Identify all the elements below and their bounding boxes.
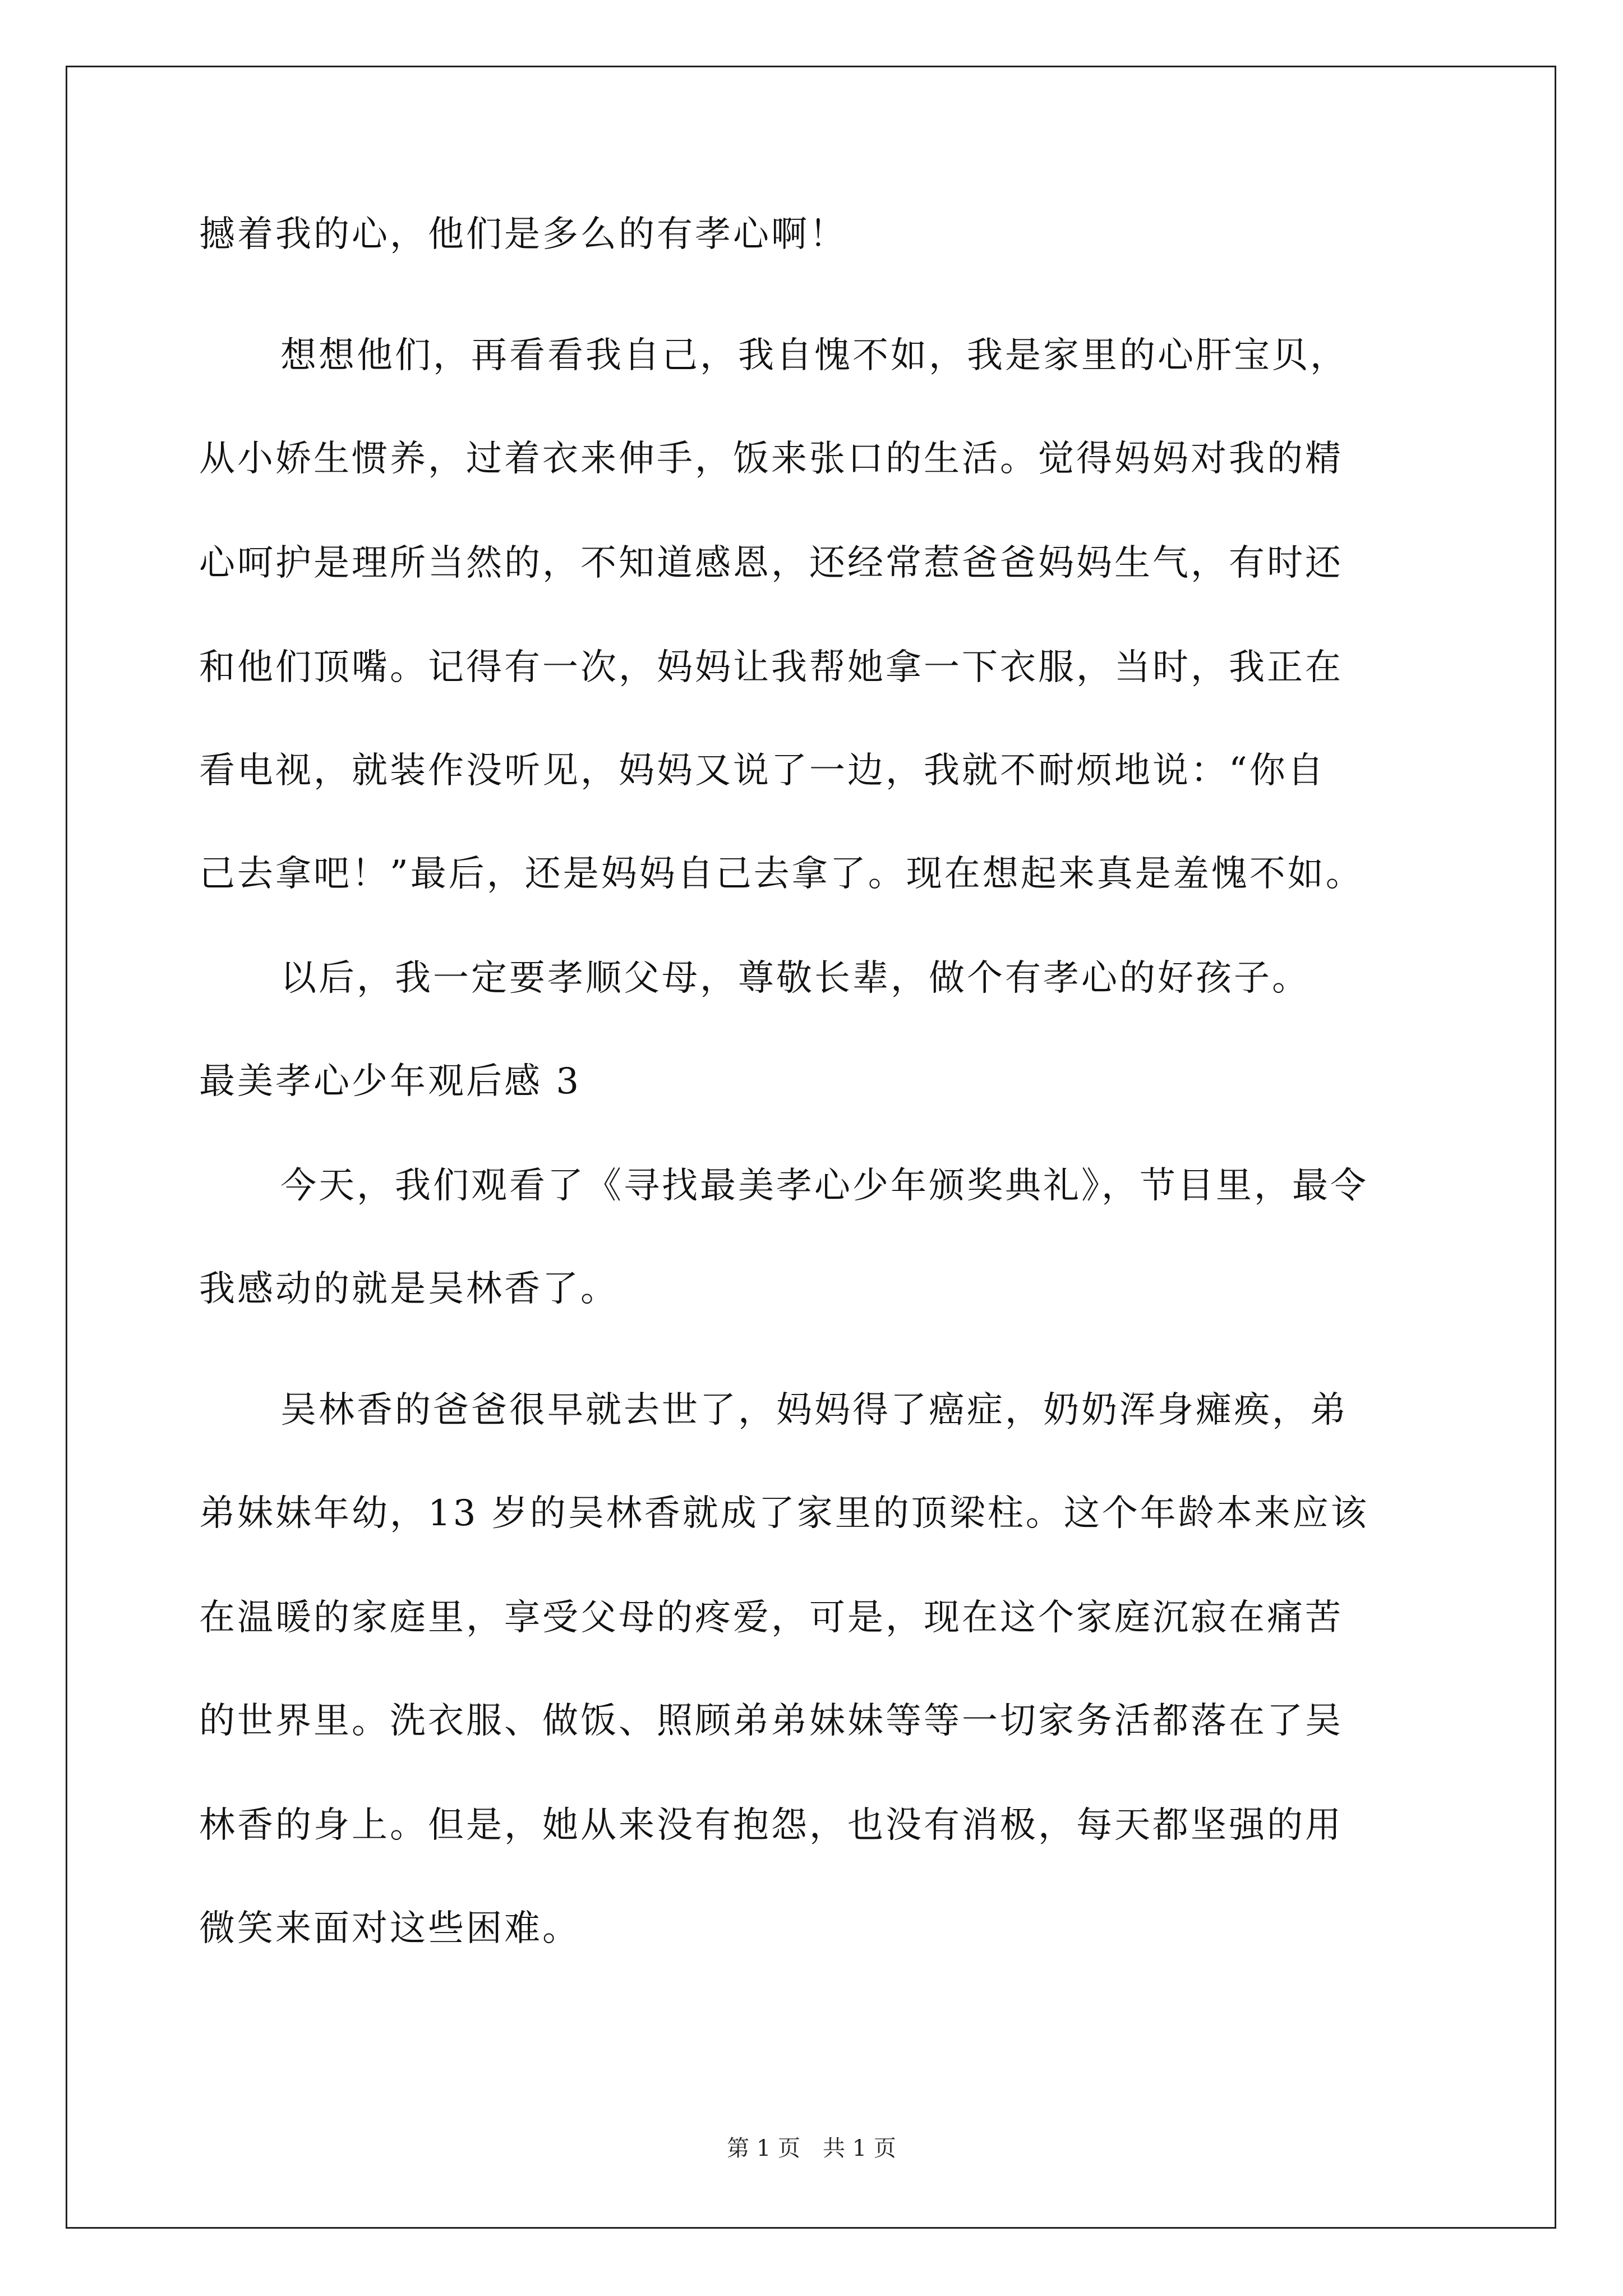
text-line: 林香的身上。但是，她从来没有抱怨，也没有消极，每天都坚强的用 bbox=[199, 1805, 1343, 1846]
text-line: 从小娇生惯养，过着衣来伸手，饭来张口的生活。觉得妈妈对我的精 bbox=[199, 438, 1343, 480]
text-line: 在温暖的家庭里，享受父母的疼爱，可是，现在这个家庭沉寂在痛苦 bbox=[199, 1597, 1343, 1639]
text-line: 的世界里。洗衣服、做饭、照顾弟弟妹妹等等一切家务活都落在了吴 bbox=[199, 1700, 1343, 1742]
text-line: 和他们顶嘴。记得有一次，妈妈让我帮她拿一下衣服，当时，我正在 bbox=[199, 647, 1343, 688]
text-line: 撼着我的心，他们是多么的有孝心啊！ bbox=[199, 214, 847, 255]
section-heading: 最美孝心少年观后感 3 bbox=[199, 1061, 582, 1102]
text-line: 心呵护是理所当然的，不知道感恩，还经常惹爸爸妈妈生气，有时还 bbox=[199, 542, 1343, 584]
paragraph-start-line: 今天，我们观看了《寻找最美孝心少年颁奖典礼》，节目里，最令 bbox=[280, 1165, 1368, 1207]
text-line: 己去拿吧！”最后，还是妈妈自己去拿了。现在想起来真是羞愧不如。 bbox=[199, 853, 1364, 895]
text-line: 弟妹妹年幼，13 岁的吴林香就成了家里的顶梁柱。这个年龄本来应该 bbox=[199, 1493, 1369, 1534]
paragraph-start-line: 以后，我一定要孝顺父母，尊敬长辈，做个有孝心的好孩子。 bbox=[280, 958, 1310, 999]
page-footer: 第 1 页 共 1 页 bbox=[727, 2136, 896, 2161]
text-line: 看电视，就装作没听见，妈妈又说了一边，我就不耐烦地说：“你自 bbox=[199, 750, 1326, 792]
paragraph-start-line: 想想他们，再看看我自己，我自愧不如，我是家里的心肝宝贝， bbox=[280, 335, 1348, 376]
text-line: 微笑来面对这些困难。 bbox=[199, 1908, 580, 1949]
paragraph-start-line: 吴林香的爸爸很早就去世了，妈妈得了癌症，奶奶浑身瘫痪，弟 bbox=[280, 1389, 1348, 1431]
text-line: 我感动的就是吴林香了。 bbox=[199, 1268, 619, 1310]
